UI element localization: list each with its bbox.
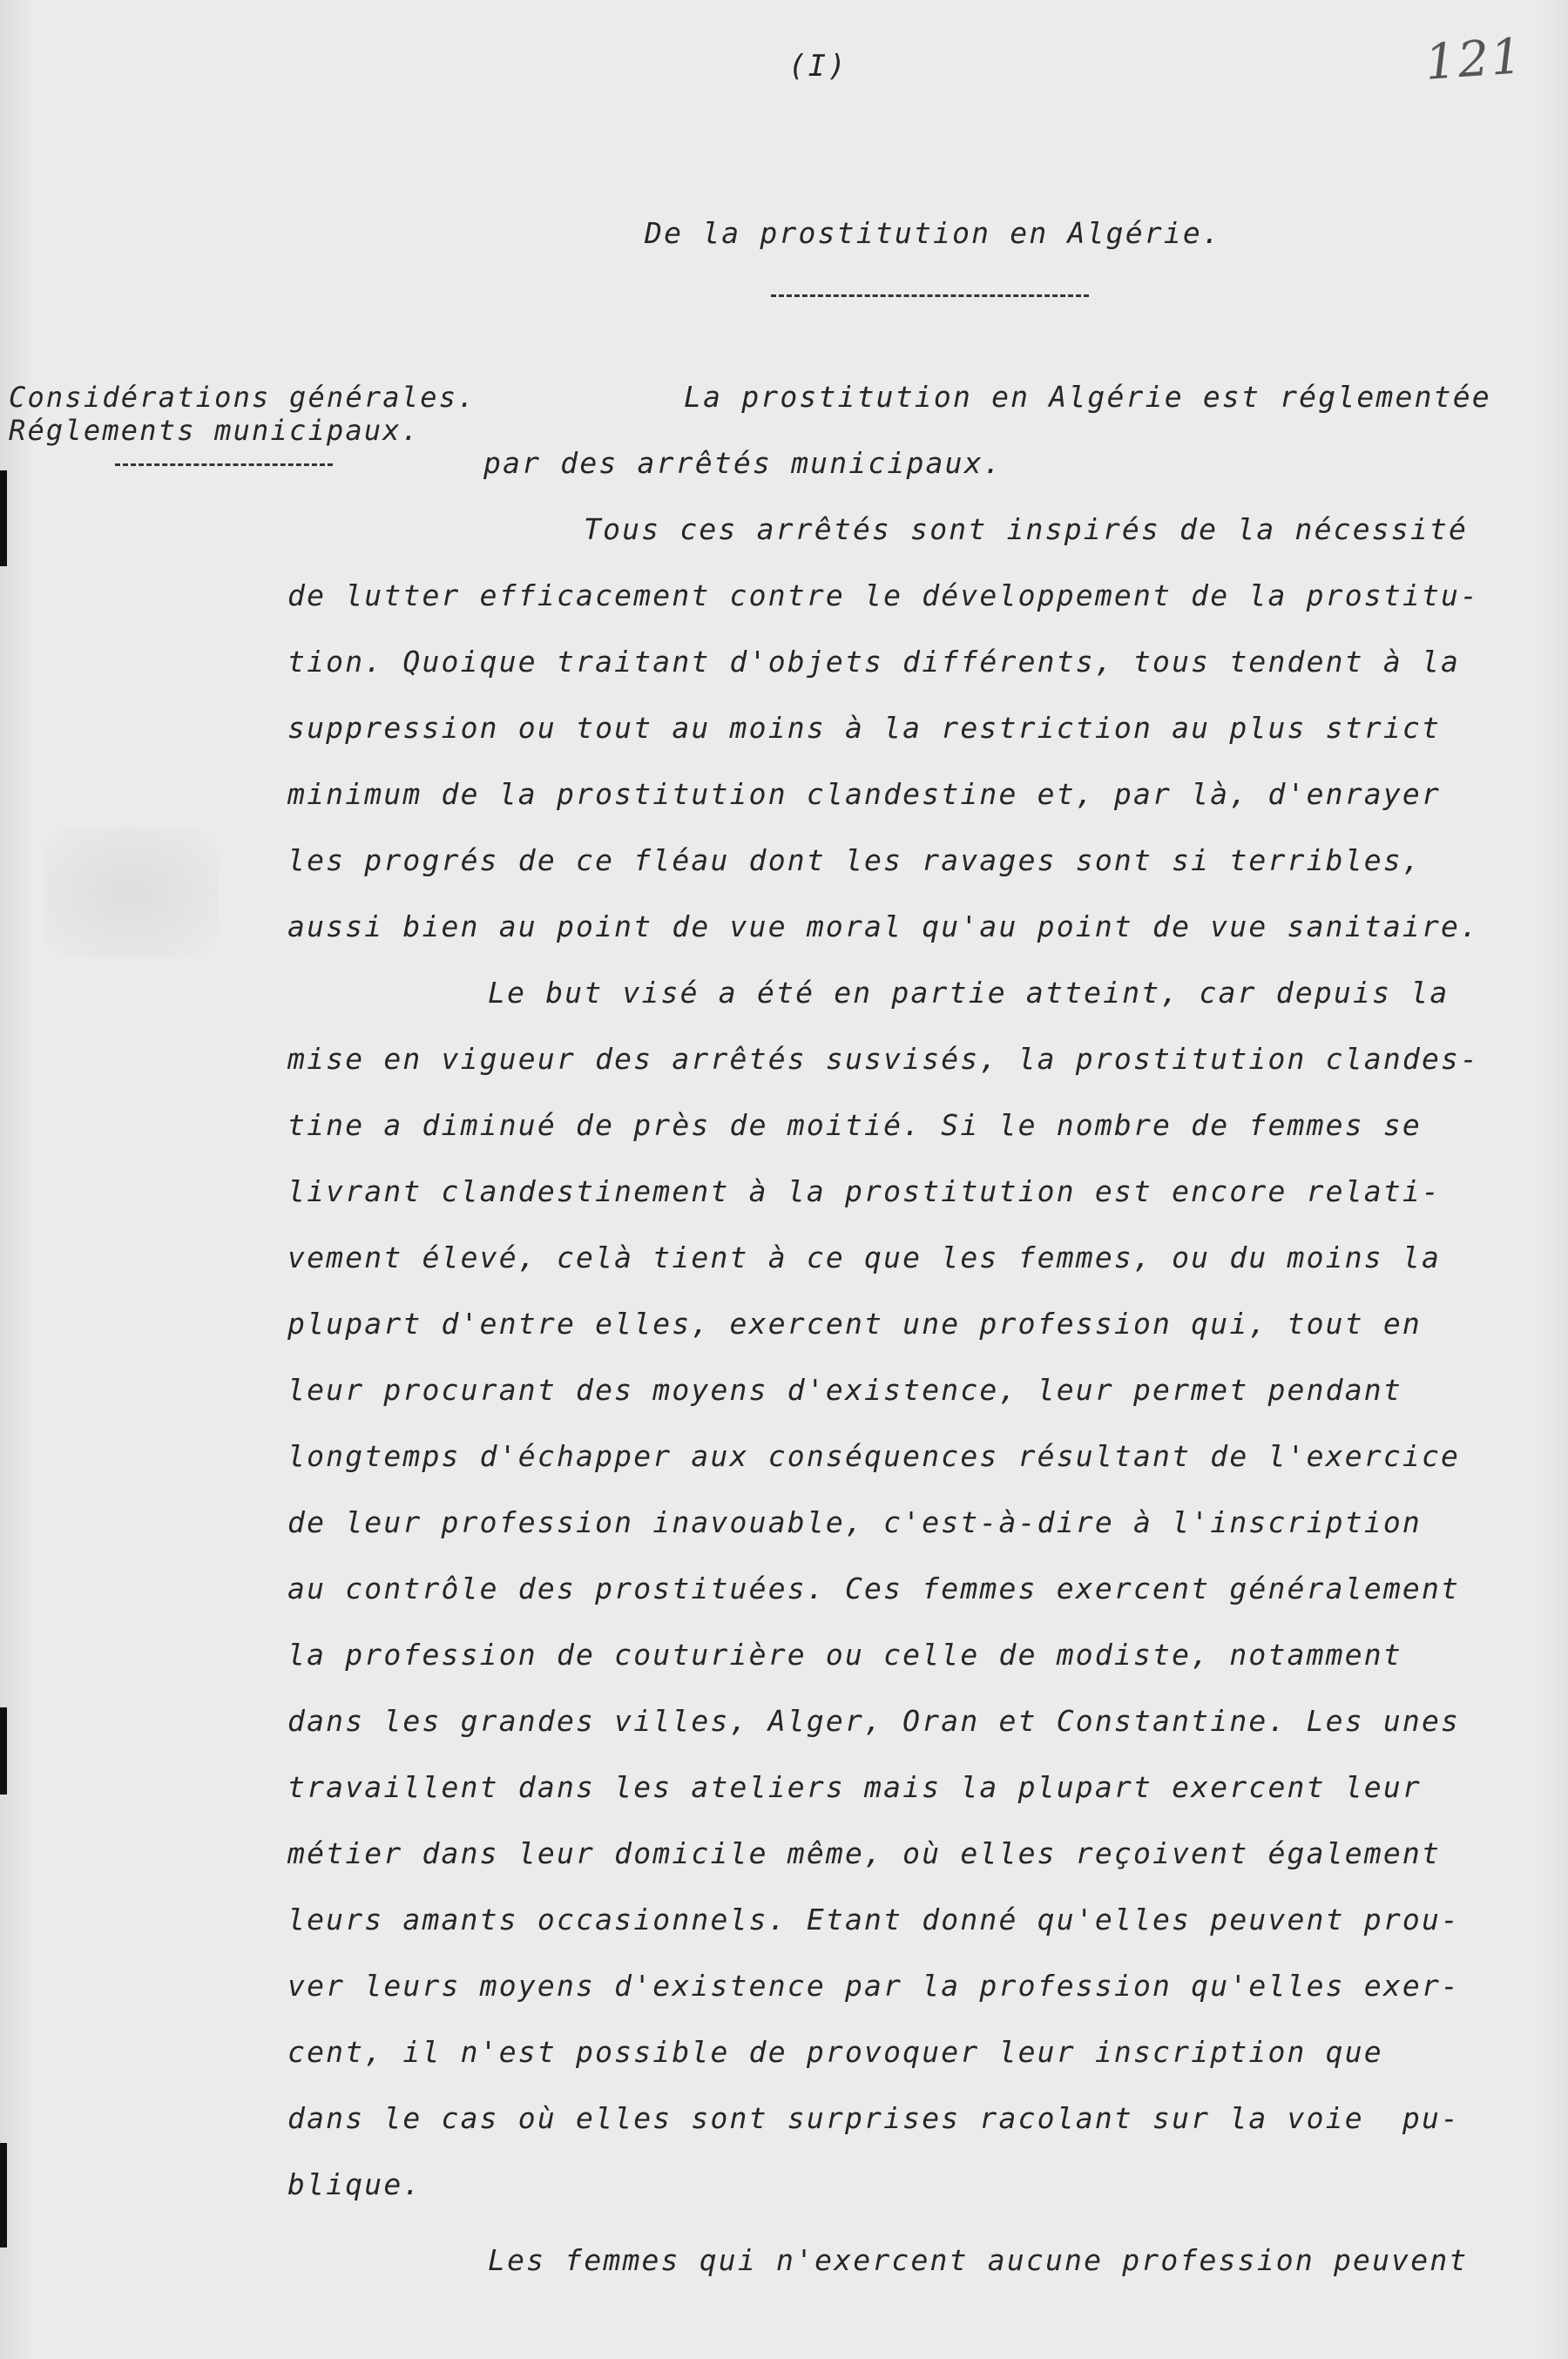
binding-mark (0, 470, 7, 566)
title-underline (771, 294, 1089, 297)
page-number: (I) (788, 49, 848, 84)
paragraph-line: tion. Quoique traitant d'objets différents, tous tendent à la (287, 645, 1461, 679)
paragraph-line: longtemps d'échapper aux conséquences résultant de l'exercice (287, 1439, 1461, 1473)
paragraph-line: de leur profession inavouable, c'est-à-dire à l'inscription (287, 1505, 1422, 1539)
folio-number: 121 (1423, 28, 1526, 91)
margin-note-heading: Réglements municipaux. (9, 414, 421, 447)
paragraph-line: dans les grandes villes, Alger, Oran et Constantine. Les unes (287, 1704, 1461, 1738)
paragraph-line: vement élevé, celà tient à ce que les femmes, ou du moins la (287, 1240, 1442, 1274)
paragraph-line: cent, il n'est possible de provoquer leur inscription que (287, 2035, 1383, 2069)
paragraph-line: ver leurs moyens d'existence par la profession qu'elles exer- (287, 1969, 1461, 2003)
margin-note-underline (115, 463, 333, 466)
paragraph-line: La prostitution en Algérie est réglementée (684, 380, 1491, 414)
paragraph-line: travaillent dans les ateliers mais la plupart exercent leur (287, 1770, 1422, 1804)
paragraph-line: plupart d'entre elles, exercent une profession qui, tout en (287, 1307, 1422, 1341)
paragraph-line: mise en vigueur des arrêtés susvisés, la prostitution clandes- (287, 1042, 1480, 1076)
paragraph-line: tine a diminué de près de moitié. Si le nombre de femmes se (287, 1108, 1422, 1142)
show-through-stain (44, 828, 218, 958)
paragraph-line: suppression ou tout au moins à la restriction au plus strict (287, 711, 1442, 745)
binding-mark (0, 1707, 7, 1795)
paragraph-line: au contrôle des prostituées. Ces femmes exercent généralement (287, 1572, 1461, 1605)
paragraph-line: blique. (287, 2167, 422, 2201)
paragraph-line: livrant clandestinement à la prostitution est encore relati- (287, 1174, 1442, 1208)
paragraph-line: leurs amants occasionnels. Etant donné qu'elles peuvent prou- (287, 1903, 1461, 1937)
paragraph-line: métier dans leur domicile même, où elles reçoivent également (287, 1836, 1442, 1870)
paragraph-line: de lutter efficacement contre le développement de la prostitu- (287, 578, 1480, 612)
binding-mark (0, 2143, 7, 2247)
paragraph-line: Le but visé a été en partie atteint, car depuis la (488, 976, 1450, 1010)
paragraph-line: Les femmes qui n'exercent aucune profession peuvent (488, 2243, 1469, 2277)
paragraph-line: Tous ces arrêtés sont inspirés de la nécessité (584, 512, 1469, 546)
paragraph-line: leur procurant des moyens d'existence, leur permet pendant (287, 1373, 1402, 1407)
paragraph-line: par des arrêtés municipaux. (483, 446, 1003, 480)
paragraph-line: minimum de la prostitution clandestine et, par là, d'enrayer (287, 777, 1442, 811)
paragraph-line: la profession de couturière ou celle de modiste, notamment (287, 1638, 1402, 1672)
document-title: De la prostitution en Algérie. (645, 216, 1222, 250)
paragraph-line: aussi bien au point de vue moral qu'au point de vue sanitaire. (287, 909, 1480, 943)
paragraph-line: dans le cas où elles sont surprises racolant sur la voie pu- (287, 2101, 1461, 2135)
paragraph-line: les progrés de ce fléau dont les ravages sont si terribles, (287, 843, 1422, 877)
margin-note-heading: Considérations générales. (9, 381, 476, 414)
